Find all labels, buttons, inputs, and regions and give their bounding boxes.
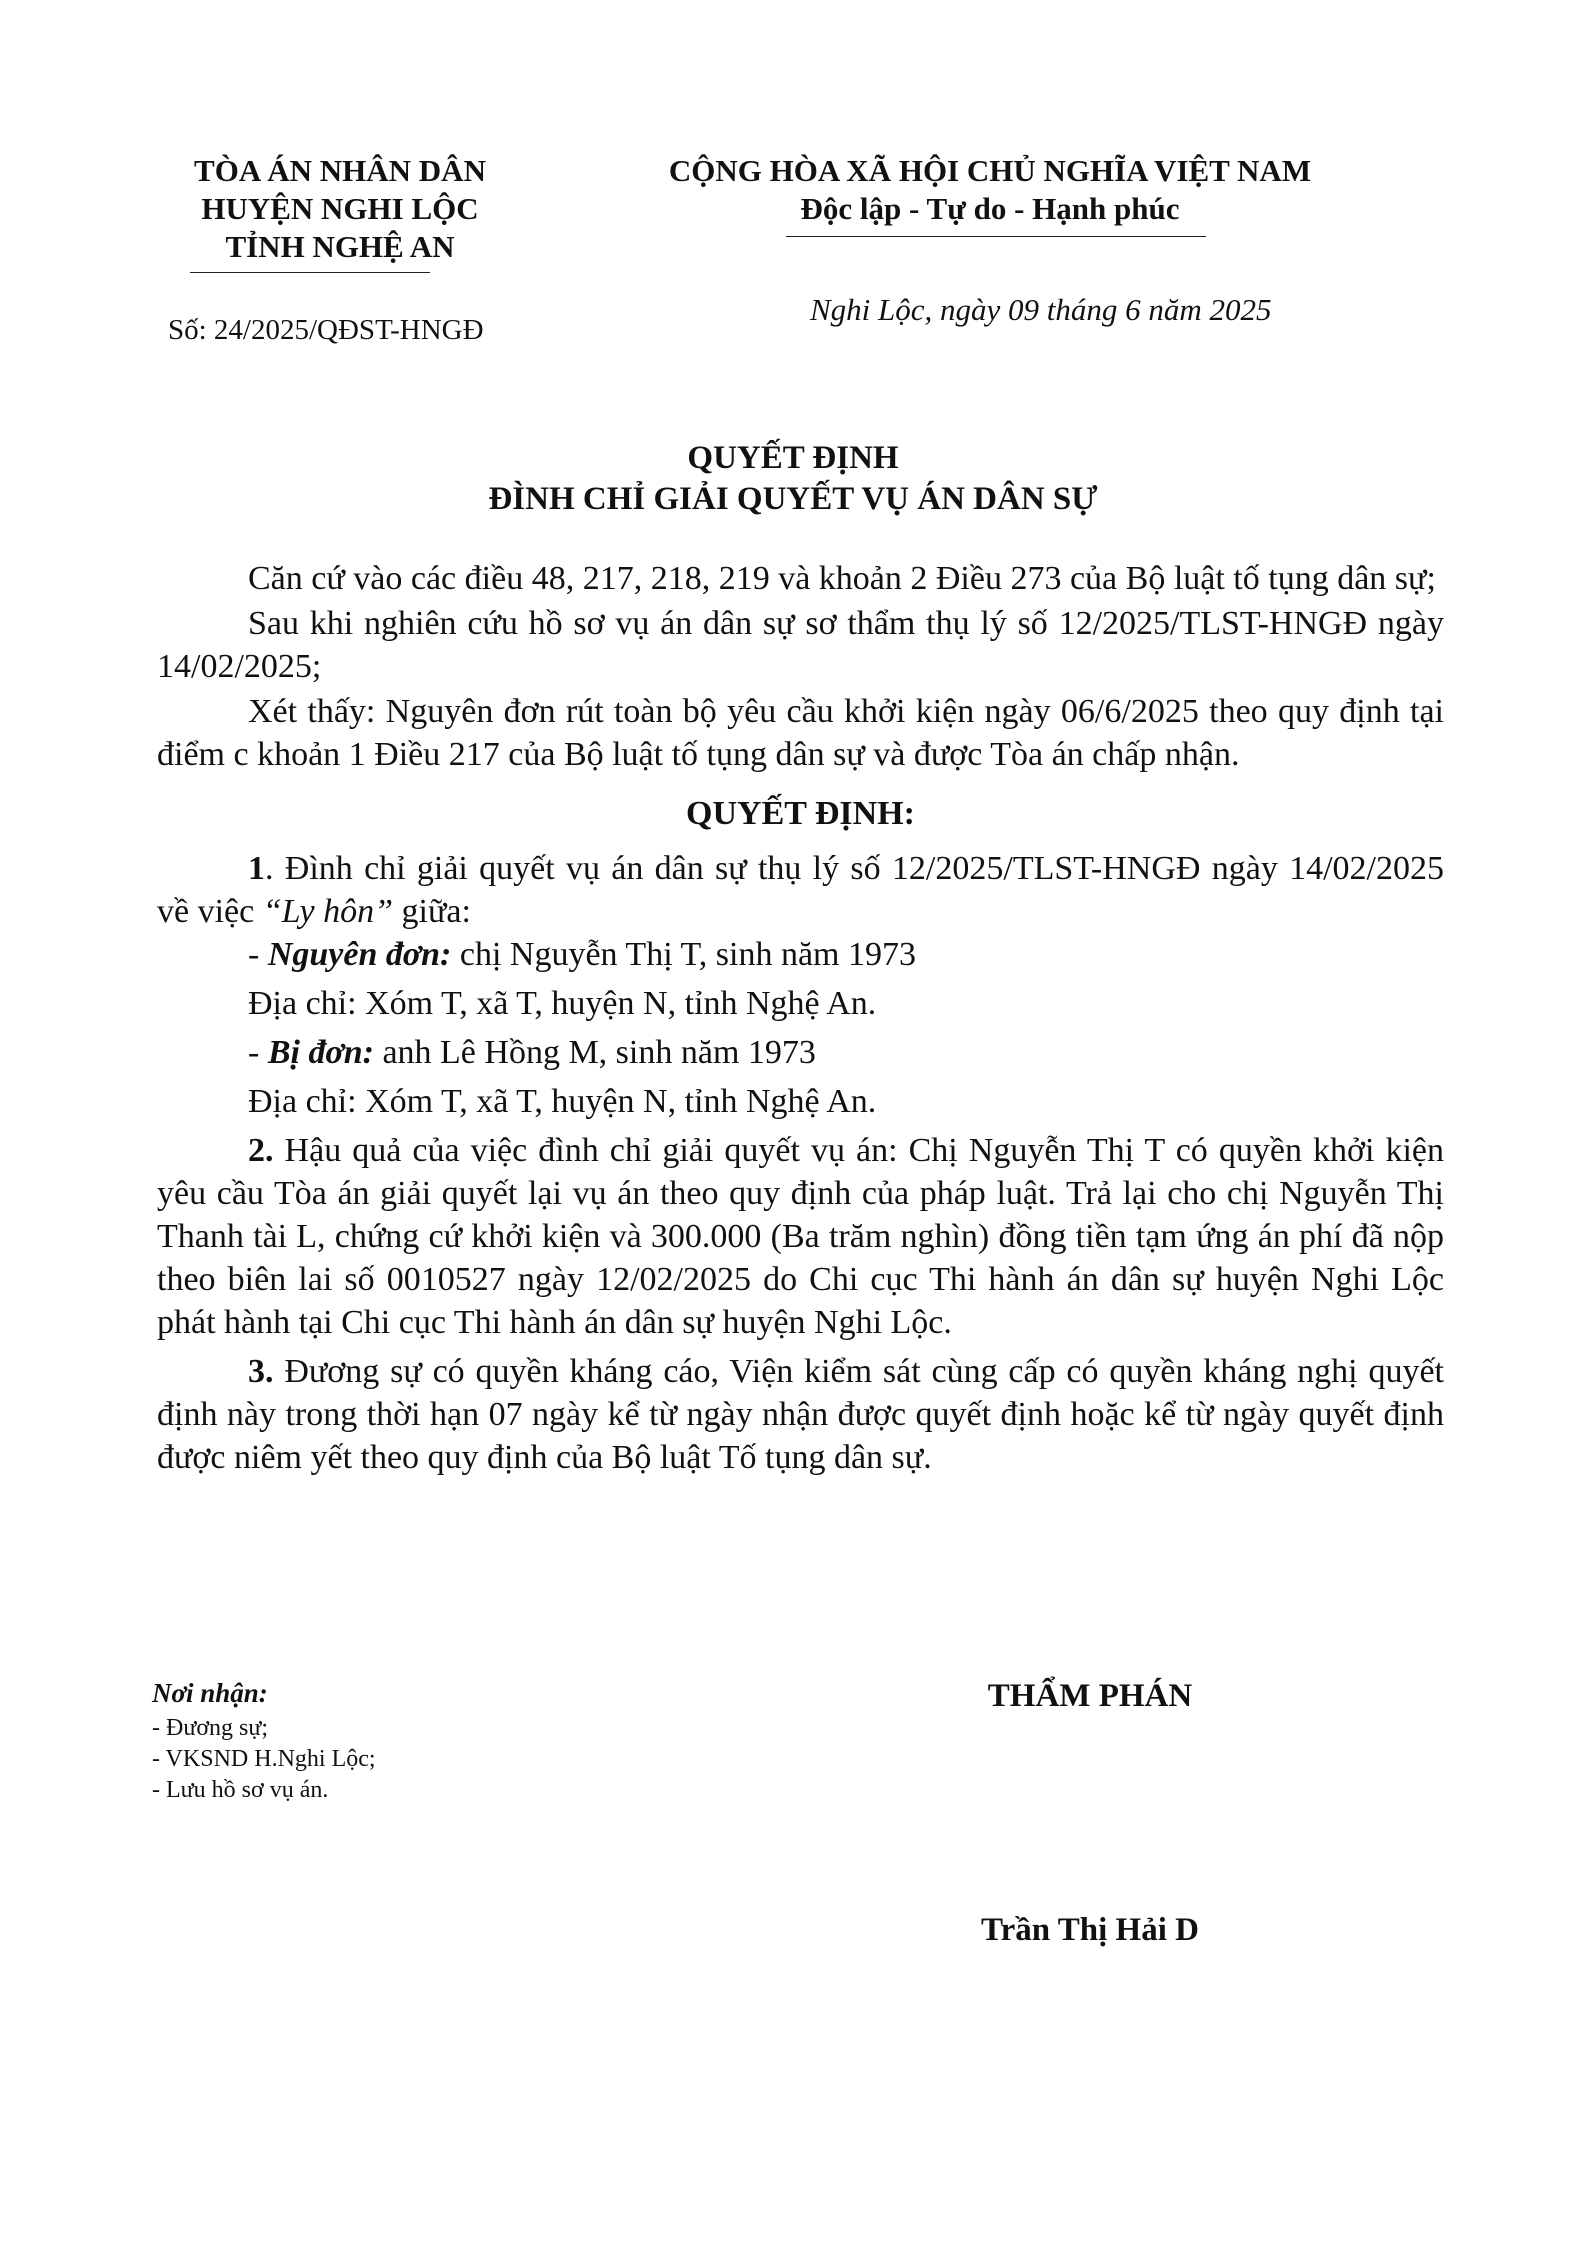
preamble-3: Xét thấy: Nguyên đơn rút toàn bộ yêu cầu khởi kiện ngày 06/6/2025 theo quy định tại điểm c khoản 1 Điều 217 của Bộ luật tố tụng dân sự và được Tòa án chấp nhận. <box>157 693 1444 773</box>
place-date: Nghi Lộc, ngày 09 tháng 6 năm 2025 <box>810 292 1272 327</box>
defendant-address: Địa chỉ: Xóm T, xã T, huyện N, tỉnh Nghệ An. <box>248 1083 877 1120</box>
national-title <box>620 152 1360 228</box>
recipient-item: - Đương sự; <box>152 1715 269 1741</box>
recipient-item: - VKSND H.Nghi Lộc; <box>152 1746 376 1772</box>
signer-name: Trần Thị Hải D <box>981 1912 1199 1948</box>
national-motto: Độc lập - Tự do - Hạnh phúc <box>800 191 1180 226</box>
title-line-2: ĐÌNH CHỈ GIẢI QUYẾT VỤ ÁN DÂN SỰ <box>488 481 1098 517</box>
document-title <box>0 438 1586 520</box>
item-3-number: 3. <box>248 1353 274 1390</box>
item-1 <box>157 847 1444 933</box>
preamble-2: Sau khi nghiên cứu hồ sơ vụ án dân sự sơ thẩm thụ lý số 12/2025/TLST-HNGĐ ngày 14/02/2025; <box>157 605 1444 685</box>
national-name: CỘNG HÒA XÃ HỘI CHỦ NGHĨA VIỆT NAM <box>668 153 1312 188</box>
defendant-line: - Bị đơn: anh Lê Hồng M, sinh năm 1973 <box>248 1034 816 1071</box>
item-1-text-a: . Đình chỉ giải quyết vụ án dân sự thụ lý số 12/2025/TLST-HNGĐ ngày 14/02/2025 về việc <box>157 850 1444 930</box>
item-1-text-b: giữa: <box>393 893 471 930</box>
item-2-text: Hậu quả của việc đình chỉ giải quyết vụ án: Chị Nguyễn Thị T có quyền khởi kiện yêu cầu Tòa án giải quyết lại vụ án theo quy định của pháp luật. Trả lại cho chị Nguyễn Thị Thanh tài L, chứng cứ khởi kiện và 300.000 (Ba trăm nghìn) đồng tiền tạm ứng án phí đã nộp theo biên lai số 0010527 ngày 12/02/2025 do Chi cục Thi hành án dân sự huyện Nghi Lộc phát hành tại Chi cục Thi hành án dân sự huyện Nghi Lộc. <box>157 1132 1444 1341</box>
court-underline <box>190 272 430 273</box>
item-3-text: Đương sự có quyền kháng cáo, Viện kiểm sát cùng cấp có quyền kháng nghị quyết định này trong thời hạn 07 ngày kể từ ngày nhận được quyết định hoặc kể từ ngày quyết định được niêm yết theo quy định của Bộ luật Tố tụng dân sự. <box>157 1353 1444 1476</box>
plaintiff-address: Địa chỉ: Xóm T, xã T, huyện N, tỉnh Nghệ An. <box>248 985 877 1022</box>
court-name <box>140 152 540 266</box>
court-line-1: TÒA ÁN NHÂN DÂN <box>194 153 486 188</box>
case-type: “Ly hôn” <box>262 893 394 930</box>
decision-heading <box>157 792 1444 835</box>
preamble-1: Căn cứ vào các điều 48, 217, 218, 219 và khoản 2 Điều 273 của Bộ luật tố tụng dân sự; <box>248 560 1436 597</box>
defendant-value: anh Lê Hồng M, sinh năm 1973 <box>373 1034 816 1071</box>
motto-underline <box>786 236 1206 237</box>
plaintiff-label: Nguyên đơn: <box>267 936 452 973</box>
plaintiff-line: - Nguyên đơn: chị Nguyễn Thị T, sinh năm 1973 <box>248 936 916 973</box>
item-2 <box>157 1129 1444 1344</box>
item-3 <box>157 1350 1444 1479</box>
plaintiff-value: chị Nguyễn Thị T, sinh năm 1973 <box>451 936 916 973</box>
court-line-3: TỈNH NGHỆ AN <box>225 229 455 264</box>
document-body <box>157 557 1444 1479</box>
defendant-label: Bị đơn: <box>267 1034 374 1071</box>
recipient-item: - Lưu hồ sơ vụ án. <box>152 1777 329 1803</box>
item-2-number: 2. <box>248 1132 274 1169</box>
decision-number: Số: 24/2025/QĐST-HNGĐ <box>168 314 484 346</box>
decision-heading-text: QUYẾT ĐỊNH: <box>686 795 915 832</box>
recipients-heading: Nơi nhận: <box>152 1678 268 1708</box>
title-line-1: QUYẾT ĐỊNH <box>687 440 899 476</box>
court-line-2: HUYỆN NGHI LỘC <box>201 191 479 226</box>
signer-role: THẨM PHÁN <box>987 1678 1193 1714</box>
item-1-number: 1 <box>248 850 265 887</box>
recipients <box>152 1678 376 1806</box>
